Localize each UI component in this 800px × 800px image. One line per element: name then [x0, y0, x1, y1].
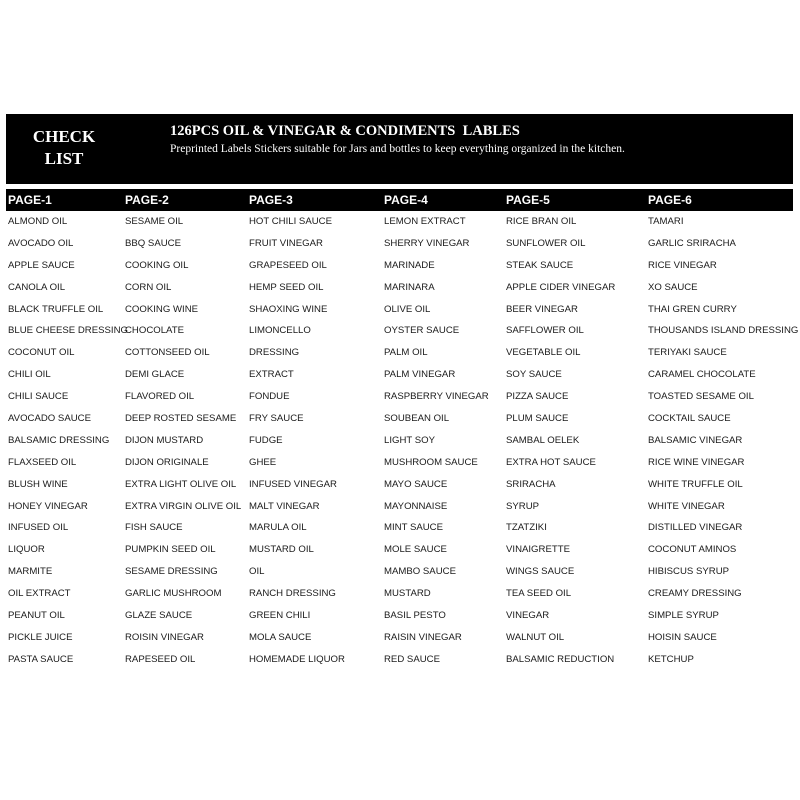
- label-item: TOASTED SESAME OIL: [648, 391, 754, 403]
- label-item: COOKING OIL: [125, 259, 189, 271]
- label-item: SIMPLE SYRUP: [648, 610, 719, 622]
- label-item: VEGETABLE OIL: [506, 347, 581, 359]
- label-item: MAMBO SAUCE: [384, 566, 456, 578]
- label-item: BEER VINEGAR: [506, 303, 578, 315]
- label-item: PUMPKIN SEED OIL: [125, 544, 216, 556]
- label-item: HONEY VINEGAR: [8, 500, 88, 512]
- label-item: THAI GREN CURRY: [648, 303, 737, 315]
- label-item: TERIYAKI SAUCE: [648, 347, 727, 359]
- label-item: LEMON EXTRACT: [384, 216, 466, 227]
- label-item: BBQ SAUCE: [125, 237, 181, 249]
- label-item: MAYO SAUCE: [384, 478, 448, 490]
- label-item: LIMONCELLO: [249, 325, 311, 337]
- label-item: OIL EXTRACT: [8, 588, 71, 600]
- label-item: DISTILLED VINEGAR: [648, 522, 743, 534]
- label-item: AVOCADO OIL: [8, 237, 74, 249]
- label-item: VINAIGRETTE: [506, 544, 570, 556]
- label-item: GREEN CHILI: [249, 610, 311, 622]
- label-item: MALT VINEGAR: [249, 500, 320, 512]
- page-5-list: [506, 211, 615, 671]
- label-item: BLUSH WINE: [8, 478, 68, 490]
- label-item: INFUSED VINEGAR: [249, 478, 337, 490]
- label-item: EXTRA LIGHT OLIVE OIL: [125, 478, 237, 490]
- label-item: MUSTARD: [384, 588, 431, 600]
- label-item: DEEP ROSTED SESAME: [125, 413, 237, 425]
- label-item: GLAZE SAUCE: [125, 610, 193, 622]
- label-item: COTTONSEED OIL: [125, 347, 210, 359]
- label-item: PIZZA SAUCE: [506, 391, 569, 403]
- page-1-list: [8, 211, 128, 671]
- label-item: MUSTARD OIL: [249, 544, 314, 556]
- label-item: BALSAMIC VINEGAR: [648, 434, 743, 446]
- label-item: THOUSANDS ISLAND DRESSING: [648, 325, 799, 337]
- label-item: PEANUT OIL: [8, 610, 65, 622]
- label-item: SHERRY VINEGAR: [384, 237, 470, 249]
- label-item: MAYONNAISE: [384, 500, 448, 512]
- label-item: DRESSING: [249, 347, 300, 359]
- label-item: OLIVE OIL: [384, 303, 431, 315]
- label-item: BLACK TRUFFLE OIL: [8, 303, 104, 315]
- label-item: COOKING WINE: [125, 303, 199, 315]
- label-item: PALM VINEGAR: [384, 369, 456, 381]
- label-item: SOY SAUCE: [506, 369, 562, 381]
- page-1-heading: PAGE-1: [8, 193, 52, 207]
- label-item: RANCH DRESSING: [249, 588, 336, 600]
- label-item: BALSAMIC DRESSING: [8, 434, 110, 446]
- label-item: SYRUP: [506, 500, 540, 512]
- label-item: SHAOXING WINE: [249, 303, 328, 315]
- label-item: APPLE SAUCE: [8, 259, 75, 271]
- label-item: WALNUT OIL: [506, 631, 565, 643]
- label-item: OIL: [249, 566, 265, 578]
- label-item: RED SAUCE: [384, 653, 440, 665]
- label-item: MARMITE: [8, 566, 53, 578]
- label-item: HOMEMADE LIQUOR: [249, 653, 345, 665]
- label-item: GHEE: [249, 456, 277, 468]
- label-item: WINGS SAUCE: [506, 566, 575, 578]
- page-6-heading: PAGE-6: [648, 193, 692, 207]
- label-item: HOISIN SAUCE: [648, 631, 717, 643]
- page-3-heading: PAGE-3: [249, 193, 293, 207]
- label-item: COCONUT AMINOS: [648, 544, 737, 556]
- label-item: FONDUE: [249, 391, 290, 403]
- label-item: HEMP SEED OIL: [249, 281, 324, 293]
- header-banner: [6, 114, 793, 184]
- label-item: AVOCADO SAUCE: [8, 413, 91, 425]
- label-item: EXTRACT: [249, 369, 294, 381]
- page-2-list: [125, 211, 241, 671]
- label-item: CHILI OIL: [8, 369, 51, 381]
- label-item: RICE WINE VINEGAR: [648, 456, 745, 468]
- label-item: APPLE CIDER VINEGAR: [506, 281, 616, 293]
- label-item: CORN OIL: [125, 281, 172, 293]
- label-item: DIJON MUSTARD: [125, 434, 204, 446]
- label-item: RASPBERRY VINEGAR: [384, 391, 489, 403]
- subtitle: Preprinted Labels Stickers suitable for Jars and bottles to keep everything organized in the kitchen.: [170, 143, 625, 155]
- label-item: ROISIN VINEGAR: [125, 631, 204, 643]
- label-item: PASTA SAUCE: [8, 653, 74, 665]
- page-6-list: [648, 211, 798, 671]
- label-item: PLUM SAUCE: [506, 413, 569, 425]
- label-item: WHITE TRUFFLE OIL: [648, 478, 743, 490]
- label-item: DIJON ORIGINALE: [125, 456, 209, 468]
- page-4-list: [384, 211, 489, 671]
- label-item: CHOCOLATE: [125, 325, 184, 337]
- label-item: STEAK SAUCE: [506, 259, 574, 271]
- page-3-list: [249, 211, 345, 671]
- label-item: MUSHROOM SAUCE: [384, 456, 478, 468]
- main-title: 126PCS OIL & VINEGAR & CONDIMENTS LABLES: [170, 123, 520, 139]
- label-item: BALSAMIC REDUCTION: [506, 653, 615, 665]
- label-item: HOT CHILI SAUCE: [249, 216, 332, 227]
- label-item: FRUIT VINEGAR: [249, 237, 323, 249]
- label-item: MOLA SAUCE: [249, 631, 312, 643]
- label-item: SOUBEAN OIL: [384, 413, 450, 425]
- label-item: MARULA OIL: [249, 522, 307, 534]
- label-item: BLUE CHEESE DRESSING: [8, 325, 128, 337]
- label-item: EXTRA VIRGIN OLIVE OIL: [125, 500, 242, 512]
- label-item: MARINADE: [384, 259, 435, 271]
- checklist-title: [6, 126, 122, 170]
- label-item: SRIRACHA: [506, 478, 556, 490]
- page-4-heading: PAGE-4: [384, 193, 428, 207]
- label-item: CHILI SAUCE: [8, 391, 69, 403]
- label-item: RAISIN VINEGAR: [384, 631, 462, 643]
- label-item: TEA SEED OIL: [506, 588, 572, 600]
- label-item: FUDGE: [249, 434, 283, 446]
- label-item: FLAVORED OIL: [125, 391, 195, 403]
- label-item: XO SAUCE: [648, 281, 698, 293]
- label-item: FISH SAUCE: [125, 522, 183, 534]
- label-item: PICKLE JUICE: [8, 631, 73, 643]
- label-item: GARLIC MUSHROOM: [125, 588, 222, 600]
- label-item: CANOLA OIL: [8, 281, 66, 293]
- label-item: INFUSED OIL: [8, 522, 69, 534]
- label-item: SAFFLOWER OIL: [506, 325, 584, 337]
- label-item: LIQUOR: [8, 544, 45, 556]
- label-item: EXTRA HOT SAUCE: [506, 456, 596, 468]
- label-item: FRY SAUCE: [249, 413, 304, 425]
- label-item: SAMBAL OELEK: [506, 434, 580, 446]
- checklist-title-line1: CHECK: [32, 127, 96, 146]
- label-item: ALMOND OIL: [8, 216, 68, 227]
- label-item: PALM OIL: [384, 347, 428, 359]
- label-item: RICE BRAN OIL: [506, 216, 577, 227]
- label-item: RICE VINEGAR: [648, 259, 717, 271]
- label-item: GARLIC SRIRACHA: [648, 237, 736, 249]
- label-item: MARINARA: [384, 281, 435, 293]
- label-item: COCONUT OIL: [8, 347, 75, 359]
- label-item: GRAPESEED OIL: [249, 259, 327, 271]
- label-item: KETCHUP: [648, 653, 694, 665]
- label-item: SUNFLOWER OIL: [506, 237, 586, 249]
- page-header-bar: [6, 189, 793, 211]
- label-item: FLAXSEED OIL: [8, 456, 77, 468]
- label-item: BASIL PESTO: [384, 610, 446, 622]
- label-item: MOLE SAUCE: [384, 544, 447, 556]
- label-item: HIBISCUS SYRUP: [648, 566, 730, 578]
- label-item: TAMARI: [648, 216, 684, 227]
- label-item: LIGHT SOY: [384, 434, 436, 446]
- label-item: TZATZIKI: [506, 522, 547, 534]
- label-item: SESAME DRESSING: [125, 566, 218, 578]
- label-item: COCKTAIL SAUCE: [648, 413, 731, 425]
- label-item: SESAME OIL: [125, 216, 184, 227]
- label-item: MINT SAUCE: [384, 522, 443, 534]
- page-5-heading: PAGE-5: [506, 193, 550, 207]
- label-item: WHITE VINEGAR: [648, 500, 725, 512]
- label-item: RAPESEED OIL: [125, 653, 196, 665]
- label-item: CREAMY DRESSING: [648, 588, 742, 600]
- label-item: OYSTER SAUCE: [384, 325, 460, 337]
- page-2-heading: PAGE-2: [125, 193, 169, 207]
- label-item: DEMI GLACE: [125, 369, 185, 381]
- label-item: CARAMEL CHOCOLATE: [648, 369, 756, 381]
- checklist-title-line2: LIST: [44, 149, 84, 168]
- label-item: VINEGAR: [506, 610, 550, 622]
